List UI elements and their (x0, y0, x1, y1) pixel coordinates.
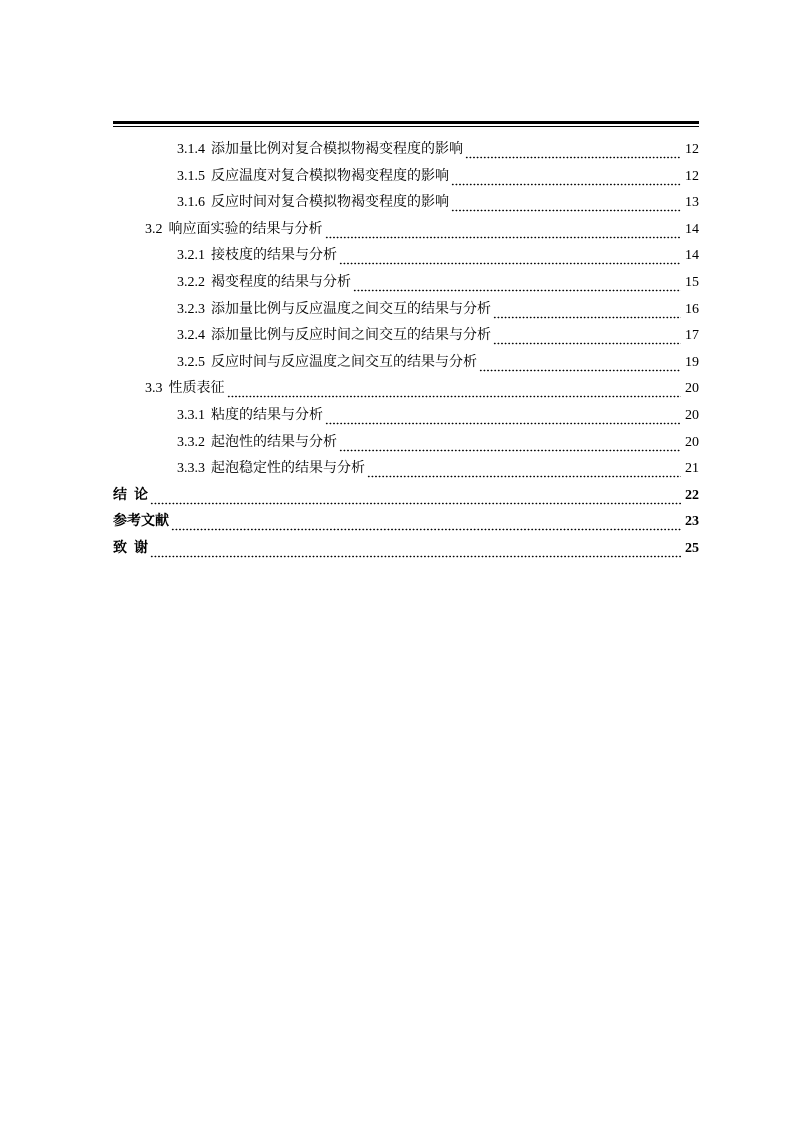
toc-entry-page-number: 19 (685, 354, 699, 370)
toc-dot-leader (339, 243, 681, 270)
toc-entry-number: 3.3.2 (177, 434, 205, 450)
toc-entry-page-number: 14 (685, 221, 699, 237)
toc-entry-title: 添加量比例与反应时间之间交互的结果与分析 (211, 328, 491, 344)
toc-dot-leader (150, 483, 681, 510)
toc-dot-leader (171, 509, 681, 536)
toc-entry-number: 3.3 (145, 381, 163, 397)
toc-entry-page-number: 21 (685, 461, 699, 477)
toc-entry[interactable] (113, 270, 699, 297)
toc-entry[interactable] (113, 137, 699, 164)
toc-entry[interactable] (113, 190, 699, 217)
toc-entry-number: 3.3.1 (177, 407, 205, 423)
toc-entry-page-number: 22 (685, 487, 699, 503)
toc-entry-page-number: 20 (685, 434, 699, 450)
toc-entry-page-number: 15 (685, 274, 699, 290)
toc-entry-page-number: 16 (685, 301, 699, 317)
toc-entry[interactable] (113, 509, 699, 536)
toc-entry-title: 响应面实验的结果与分析 (168, 221, 323, 237)
toc-entry-number: 3.2.5 (177, 354, 205, 370)
toc-entry-number: 3.1.6 (177, 195, 205, 211)
toc-entry[interactable] (113, 403, 699, 430)
toc-entry-page-number: 23 (685, 514, 699, 530)
toc-entry[interactable] (113, 350, 699, 377)
toc-dot-leader (353, 270, 681, 297)
toc-entry-page-number: 25 (685, 540, 699, 556)
toc-dot-leader (150, 536, 681, 563)
toc-entry-title: 褐变程度的结果与分析 (211, 274, 351, 290)
toc-entry-page-number: 12 (685, 142, 699, 157)
toc-entry-page-number: 13 (685, 195, 699, 211)
toc-entry-title: 性质表征 (168, 381, 225, 397)
header-rule-thick (113, 121, 699, 124)
toc-entry-title: 反应时间与反应温度之间交互的结果与分析 (211, 354, 477, 370)
toc-dot-leader (325, 217, 682, 244)
toc-entry[interactable] (113, 217, 699, 244)
toc-dot-leader (367, 456, 681, 483)
toc-entry-title: 反应时间对复合模拟物褐变程度的影响 (211, 195, 449, 211)
toc-entry-title: 接枝度的结果与分析 (211, 248, 337, 264)
toc-entry[interactable] (113, 297, 699, 324)
toc-dot-leader (479, 350, 681, 377)
toc-dot-leader (493, 297, 681, 324)
header-rule-thin (113, 126, 699, 127)
toc-entry-title: 添加量比例对复合模拟物褐变程度的影响 (211, 142, 463, 157)
toc-entry-page-number: 17 (685, 328, 699, 344)
toc-entry[interactable] (113, 376, 699, 403)
toc-entry-page-number: 14 (685, 248, 699, 264)
toc-dot-leader (227, 376, 682, 403)
toc-entry[interactable] (113, 430, 699, 457)
toc-entry-number: 3.2.1 (177, 248, 205, 264)
toc-entry-number: 3.2.2 (177, 274, 205, 290)
toc-entry[interactable] (113, 456, 699, 483)
toc-dot-leader (451, 164, 681, 191)
toc-entry[interactable] (113, 536, 699, 563)
toc-entry-number: 3.2 (145, 221, 163, 237)
toc-entry[interactable] (113, 164, 699, 191)
toc-entry-number: 3.2.3 (177, 301, 205, 317)
toc-entry[interactable] (113, 323, 699, 350)
toc-entry-title: 起泡性的结果与分析 (211, 434, 337, 450)
toc-dot-leader (325, 403, 681, 430)
toc-entry[interactable] (113, 483, 699, 510)
toc-entry-title: 粘度的结果与分析 (211, 407, 323, 423)
table-of-contents (113, 137, 699, 563)
toc-entry-page-number: 20 (685, 407, 699, 423)
toc-dot-leader (339, 430, 681, 457)
toc-entry-page-number: 20 (685, 381, 699, 397)
toc-entry-number: 3.1.4 (177, 142, 205, 157)
toc-entry-title: 致 谢 (113, 540, 148, 556)
toc-entry-number: 3.3.3 (177, 461, 205, 477)
toc-entry-number: 3.2.4 (177, 328, 205, 344)
toc-entry-title: 反应温度对复合模拟物褐变程度的影响 (211, 168, 449, 184)
toc-dot-leader (451, 190, 681, 217)
toc-entry-title: 参考文献 (113, 514, 169, 530)
toc-entry-title: 添加量比例与反应温度之间交互的结果与分析 (211, 301, 491, 317)
toc-entry-title: 起泡稳定性的结果与分析 (211, 461, 365, 477)
toc-dot-leader (465, 137, 681, 164)
toc-entry-title: 结 论 (113, 487, 148, 503)
toc-entry[interactable] (113, 243, 699, 270)
toc-dot-leader (493, 323, 681, 350)
toc-entry-number: 3.1.5 (177, 168, 205, 184)
toc-entry-page-number: 12 (685, 168, 699, 184)
